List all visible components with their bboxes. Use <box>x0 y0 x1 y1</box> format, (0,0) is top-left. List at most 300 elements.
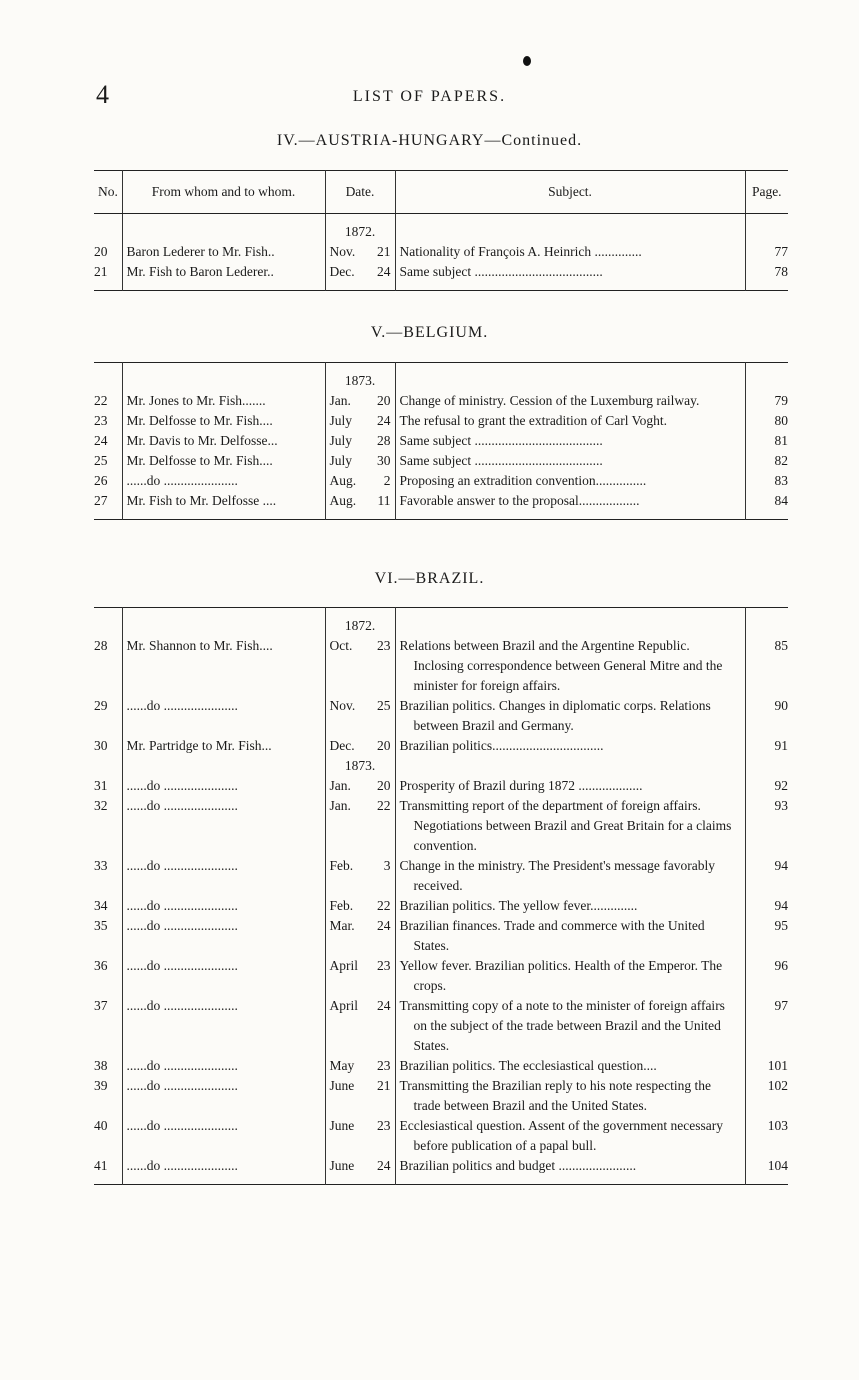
empty-cell <box>395 616 745 636</box>
subject-cell <box>395 431 745 451</box>
subject-cell <box>395 1116 745 1156</box>
year-label: 1872. <box>325 616 395 636</box>
subject-cell <box>395 996 745 1056</box>
entry-number: 25 <box>94 453 108 468</box>
subject-cell <box>395 736 745 756</box>
entry-number: 24 <box>94 433 108 448</box>
spacer-cell <box>395 1176 745 1185</box>
date-day: 23 <box>377 1058 391 1073</box>
date-cell <box>325 491 395 511</box>
subject-cell <box>395 411 745 431</box>
entry-number: 28 <box>94 638 108 653</box>
column-header-page: Page. <box>745 171 788 214</box>
section-table-brazil <box>94 607 788 1185</box>
correspondents: Mr. Fish to Baron Lederer.. <box>126 264 274 279</box>
entry-number: 34 <box>94 898 108 913</box>
date-month: July <box>329 413 353 428</box>
correspondents-cell <box>122 1056 325 1076</box>
table-row <box>94 411 788 431</box>
page-ref: 101 <box>745 1056 788 1076</box>
page-ref: 77 <box>745 242 788 262</box>
subject: Brazilian politics. Changes in diplomatic corps. Relations between Brazil and Germany. <box>399 698 711 733</box>
correspondents: ......do ...................... <box>126 918 238 933</box>
entry-number: 27 <box>94 493 108 508</box>
table-row <box>94 242 788 262</box>
entry-number: 38 <box>94 1058 108 1073</box>
date-cell <box>325 242 395 262</box>
subject-cell <box>395 896 745 916</box>
date-day: 24 <box>377 1158 391 1173</box>
year-row <box>94 371 788 391</box>
page-ref: 103 <box>745 1116 788 1156</box>
date <box>330 956 391 976</box>
date-cell <box>325 1116 395 1156</box>
date-day: 28 <box>377 433 391 448</box>
date-month: June <box>329 1118 355 1133</box>
correspondents: ......do ...................... <box>126 698 238 713</box>
ink-spot <box>523 56 531 66</box>
table-row <box>94 1116 788 1156</box>
table-row <box>94 451 788 471</box>
page-ref: 95 <box>745 916 788 956</box>
date-month: June <box>329 1158 355 1173</box>
section-title-austria-hungary: IV.—AUSTRIA-HUNGARY—Continued. <box>276 132 583 149</box>
section-body <box>94 608 788 1185</box>
table-row <box>94 796 788 856</box>
subject: Nationality of François A. Heinrich .............. <box>399 244 642 259</box>
date-month: Nov. <box>329 244 356 259</box>
table-row <box>94 996 788 1056</box>
spacer-cell <box>325 511 395 520</box>
correspondents: ......do ...................... <box>126 473 238 488</box>
subject-cell <box>395 262 745 282</box>
empty-cell <box>395 222 745 242</box>
entry-number: 32 <box>94 798 108 813</box>
subject-cell <box>395 1156 745 1176</box>
page-ref: 92 <box>745 776 788 796</box>
spacer-cell <box>325 608 395 617</box>
subject: The refusal to grant the extradition of Carl Voght. <box>399 413 668 428</box>
subject: Transmitting copy of a note to the minister of foreign affairs on the subject of the trade between Brazil and the United States. <box>399 998 725 1053</box>
section-table-austria-hungary <box>94 170 788 291</box>
subject: Brazilian finances. Trade and commerce with the United States. <box>399 918 705 953</box>
spacer-cell <box>122 282 325 291</box>
spacer-cell <box>745 363 788 372</box>
year-label: 1873. <box>325 756 395 776</box>
subject: Ecclesiastical question. Assent of the government necessary before publication of a papal bull. <box>399 1118 724 1153</box>
correspondents-cell <box>122 262 325 282</box>
spacer-cell <box>122 511 325 520</box>
date-day: 24 <box>377 998 391 1013</box>
entry-number: 21 <box>94 264 108 279</box>
date-cell <box>325 796 395 856</box>
year-row <box>94 222 788 242</box>
date-day: 24 <box>377 264 391 279</box>
subject-cell <box>395 1056 745 1076</box>
date-month: Dec. <box>329 264 355 279</box>
date-month: April <box>329 958 358 973</box>
spacer-cell <box>325 363 395 372</box>
year-label: 1873. <box>325 371 395 391</box>
page-ref: 83 <box>745 471 788 491</box>
subject: Favorable answer to the proposal.................. <box>399 493 640 508</box>
table-row <box>94 491 788 511</box>
date-day: 25 <box>377 698 391 713</box>
date-day: 20 <box>377 738 391 753</box>
entry-number: 33 <box>94 858 108 873</box>
subject: Proposing an extradition convention............... <box>399 473 647 488</box>
subject-cell <box>395 776 745 796</box>
entry-number: 22 <box>94 393 108 408</box>
date-cell <box>325 411 395 431</box>
date <box>330 491 391 511</box>
entry-number: 39 <box>94 1078 108 1093</box>
date <box>330 916 391 936</box>
spacer-cell <box>395 608 745 617</box>
spacer-cell <box>325 282 395 291</box>
date-cell <box>325 1056 395 1076</box>
spacer-cell <box>745 608 788 617</box>
subject-cell <box>395 391 745 411</box>
correspondents-cell <box>122 956 325 996</box>
correspondents-cell <box>122 736 325 756</box>
year-row <box>94 616 788 636</box>
correspondents-cell <box>122 242 325 262</box>
page-ref: 90 <box>745 696 788 736</box>
date <box>330 796 391 816</box>
spacer-cell <box>94 511 122 520</box>
correspondents: Baron Lederer to Mr. Fish.. <box>126 244 275 259</box>
spacer-cell <box>395 214 745 223</box>
correspondents: Mr. Delfosse to Mr. Fish.... <box>126 453 273 468</box>
date <box>330 262 391 282</box>
table-row <box>94 736 788 756</box>
correspondents-cell <box>122 776 325 796</box>
correspondents: Mr. Shannon to Mr. Fish.... <box>126 638 273 653</box>
spacer-cell <box>745 511 788 520</box>
date-cell <box>325 636 395 696</box>
entry-number: 40 <box>94 1118 108 1133</box>
page-ref: 94 <box>745 856 788 896</box>
table-row <box>94 1056 788 1076</box>
entry-number: 41 <box>94 1158 108 1173</box>
date-cell <box>325 1076 395 1116</box>
correspondents: ......do ...................... <box>126 998 238 1013</box>
table-row <box>94 471 788 491</box>
date-day: 23 <box>377 638 391 653</box>
date-day: 20 <box>377 778 391 793</box>
correspondents-cell <box>122 451 325 471</box>
page-ref: 82 <box>745 451 788 471</box>
spacer-row <box>94 363 788 372</box>
correspondents: ......do ...................... <box>126 1118 238 1133</box>
subject: Change in the ministry. The President's message favorably received. <box>399 858 715 893</box>
spacer-cell <box>94 214 122 223</box>
spacer-cell <box>94 608 122 617</box>
empty-cell <box>395 756 745 776</box>
table-row <box>94 431 788 451</box>
date-month: Oct. <box>329 638 353 653</box>
date-cell <box>325 262 395 282</box>
spacer-cell <box>745 1176 788 1185</box>
column-header-from: From whom and to whom. <box>122 171 325 214</box>
correspondents: Mr. Partridge to Mr. Fish... <box>126 738 272 753</box>
column-header-subject: Subject. <box>395 171 745 214</box>
empty-cell <box>745 616 788 636</box>
subject-cell <box>395 956 745 996</box>
date-day: 20 <box>377 393 391 408</box>
date <box>330 431 391 451</box>
spacer-cell <box>122 1176 325 1185</box>
page-ref: 91 <box>745 736 788 756</box>
page-ref: 84 <box>745 491 788 511</box>
spacer-row <box>94 1176 788 1185</box>
date <box>330 896 391 916</box>
correspondents-cell <box>122 1076 325 1116</box>
date-day: 24 <box>377 413 391 428</box>
date-month: Mar. <box>329 918 355 933</box>
date <box>330 1076 391 1096</box>
date <box>330 471 391 491</box>
entry-number: 37 <box>94 998 108 1013</box>
spacer-row <box>94 511 788 520</box>
page-ref: 80 <box>745 411 788 431</box>
page-ref: 102 <box>745 1076 788 1116</box>
spacer-row <box>94 282 788 291</box>
correspondents: ......do ...................... <box>126 1058 238 1073</box>
date-month: June <box>329 1078 355 1093</box>
correspondents: ......do ...................... <box>126 798 238 813</box>
entry-number: 20 <box>94 244 108 259</box>
subject: Brazilian politics. The yellow fever.............. <box>399 898 638 913</box>
empty-cell <box>745 371 788 391</box>
date <box>330 242 391 262</box>
entry-number: 36 <box>94 958 108 973</box>
date-day: 22 <box>377 798 391 813</box>
page-ref: 81 <box>745 431 788 451</box>
subject-cell <box>395 491 745 511</box>
empty-cell <box>122 756 325 776</box>
date-cell <box>325 736 395 756</box>
date-month: Aug. <box>329 493 357 508</box>
spacer-cell <box>395 282 745 291</box>
correspondents: ......do ...................... <box>126 858 238 873</box>
correspondents-cell <box>122 916 325 956</box>
date-cell <box>325 391 395 411</box>
date <box>330 451 391 471</box>
empty-cell <box>745 222 788 242</box>
date-month: May <box>329 1058 355 1073</box>
date-cell <box>325 1156 395 1176</box>
date-day: 23 <box>377 958 391 973</box>
table-row <box>94 636 788 696</box>
empty-cell <box>122 616 325 636</box>
correspondents-cell <box>122 391 325 411</box>
subject-cell <box>395 916 745 956</box>
correspondents-cell <box>122 471 325 491</box>
subject: Same subject ...................................... <box>399 264 603 279</box>
subject: Transmitting the Brazilian reply to his note respecting the trade between Brazil and the United States. <box>399 1078 711 1113</box>
subject: Transmitting report of the department of foreign affairs. Negotiations between Brazil and Great Britain for a claims convention. <box>399 798 732 853</box>
subject: Brazilian politics. The ecclesiastical question.... <box>399 1058 657 1073</box>
date-month: Feb. <box>329 898 354 913</box>
date-month: Jan. <box>329 393 351 408</box>
date <box>330 1156 391 1176</box>
date-day: 21 <box>377 244 391 259</box>
correspondents: ......do ...................... <box>126 778 238 793</box>
empty-cell <box>94 756 122 776</box>
date-cell <box>325 896 395 916</box>
date-day: 22 <box>377 898 391 913</box>
subject-cell <box>395 636 745 696</box>
spacer-cell <box>94 1176 122 1185</box>
spacer-cell <box>325 1176 395 1185</box>
date-month: Jan. <box>329 778 351 793</box>
subject-cell <box>395 1076 745 1116</box>
date <box>330 411 391 431</box>
section-title-brazil: VI.—BRAZIL. <box>374 570 485 587</box>
page-ref: 97 <box>745 996 788 1056</box>
table-row <box>94 896 788 916</box>
subject: Yellow fever. Brazilian politics. Health of the Emperor. The crops. <box>399 958 723 993</box>
subject-cell <box>395 451 745 471</box>
correspondents-cell <box>122 431 325 451</box>
page-ref: 96 <box>745 956 788 996</box>
correspondents: ......do ...................... <box>126 898 238 913</box>
spacer-cell <box>395 363 745 372</box>
table-row <box>94 1076 788 1116</box>
date-month: Jan. <box>329 798 351 813</box>
date-month: July <box>329 433 353 448</box>
date-cell <box>325 431 395 451</box>
empty-cell <box>122 371 325 391</box>
date <box>330 856 391 876</box>
date-cell <box>325 776 395 796</box>
subject: Brazilian politics................................. <box>399 738 604 753</box>
subject-cell <box>395 242 745 262</box>
correspondents: Mr. Jones to Mr. Fish....... <box>126 393 266 408</box>
table-row <box>94 391 788 411</box>
year-label: 1872. <box>325 222 395 242</box>
table-row <box>94 696 788 736</box>
date-month: April <box>329 998 358 1013</box>
column-header-no: No. <box>94 171 122 214</box>
date <box>330 736 391 756</box>
date <box>330 1056 391 1076</box>
correspondents: ......do ...................... <box>126 1158 238 1173</box>
entry-number: 31 <box>94 778 108 793</box>
table-row <box>94 1156 788 1176</box>
date-month: Aug. <box>329 473 357 488</box>
empty-cell <box>94 222 122 242</box>
date-month: July <box>329 453 353 468</box>
spacer-cell <box>122 363 325 372</box>
subject: Same subject ...................................... <box>399 433 603 448</box>
table-row <box>94 776 788 796</box>
subject-cell <box>395 696 745 736</box>
spacer-cell <box>122 214 325 223</box>
spacer-cell <box>325 214 395 223</box>
page-ref: 85 <box>745 636 788 696</box>
section-body <box>94 363 788 520</box>
date-cell <box>325 451 395 471</box>
section-title-belgium: V.—BELGIUM. <box>370 324 489 341</box>
subject-cell <box>395 796 745 856</box>
subject: Change of ministry. Cession of the Luxemburg railway. <box>399 393 700 408</box>
correspondents: ......do ...................... <box>126 958 238 973</box>
correspondents-cell <box>122 696 325 736</box>
section-table-belgium <box>94 362 788 520</box>
date-month: Dec. <box>329 738 355 753</box>
correspondents: ......do ...................... <box>126 1078 238 1093</box>
subject-cell <box>395 471 745 491</box>
page-number: 4 <box>96 80 109 109</box>
date-day: 2 <box>383 473 391 488</box>
correspondents-cell <box>122 996 325 1056</box>
date-cell <box>325 856 395 896</box>
empty-cell <box>745 756 788 776</box>
table-row <box>94 916 788 956</box>
page-ref: 104 <box>745 1156 788 1176</box>
spacer-cell <box>94 282 122 291</box>
date-day: 3 <box>383 858 391 873</box>
page-ref: 78 <box>745 262 788 282</box>
date-day: 11 <box>377 493 391 508</box>
subject-cell <box>395 856 745 896</box>
entry-number: 29 <box>94 698 108 713</box>
empty-cell <box>94 616 122 636</box>
spacer-cell <box>395 511 745 520</box>
spacer-cell <box>745 214 788 223</box>
table-row <box>94 956 788 996</box>
correspondents-cell <box>122 411 325 431</box>
empty-cell <box>122 222 325 242</box>
spacer-cell <box>94 363 122 372</box>
date-cell <box>325 956 395 996</box>
correspondents-cell <box>122 636 325 696</box>
subject: Brazilian politics and budget ....................... <box>399 1158 637 1173</box>
entry-number: 23 <box>94 413 108 428</box>
correspondents-cell <box>122 1156 325 1176</box>
date-cell <box>325 471 395 491</box>
date-cell <box>325 696 395 736</box>
column-header-row <box>94 171 788 214</box>
correspondents: Mr. Davis to Mr. Delfosse... <box>126 433 278 448</box>
date-day: 23 <box>377 1118 391 1133</box>
date-cell <box>325 916 395 956</box>
year-row <box>94 756 788 776</box>
page-ref: 79 <box>745 391 788 411</box>
date-month: Nov. <box>329 698 356 713</box>
date-day: 30 <box>377 453 391 468</box>
spacer-row <box>94 214 788 223</box>
date <box>330 1116 391 1136</box>
date <box>330 391 391 411</box>
entry-number: 35 <box>94 918 108 933</box>
entry-number: 30 <box>94 738 108 753</box>
correspondents: Mr. Delfosse to Mr. Fish.... <box>126 413 273 428</box>
page-ref: 94 <box>745 896 788 916</box>
correspondents-cell <box>122 796 325 856</box>
spacer-cell <box>745 282 788 291</box>
correspondents-cell <box>122 896 325 916</box>
date-day: 24 <box>377 918 391 933</box>
correspondents-cell <box>122 491 325 511</box>
running-head: LIST OF PAPERS. <box>352 88 507 105</box>
correspondents: Mr. Fish to Mr. Delfosse .... <box>126 493 277 508</box>
subject: Same subject ...................................... <box>399 453 603 468</box>
column-header-date: Date. <box>325 171 395 214</box>
